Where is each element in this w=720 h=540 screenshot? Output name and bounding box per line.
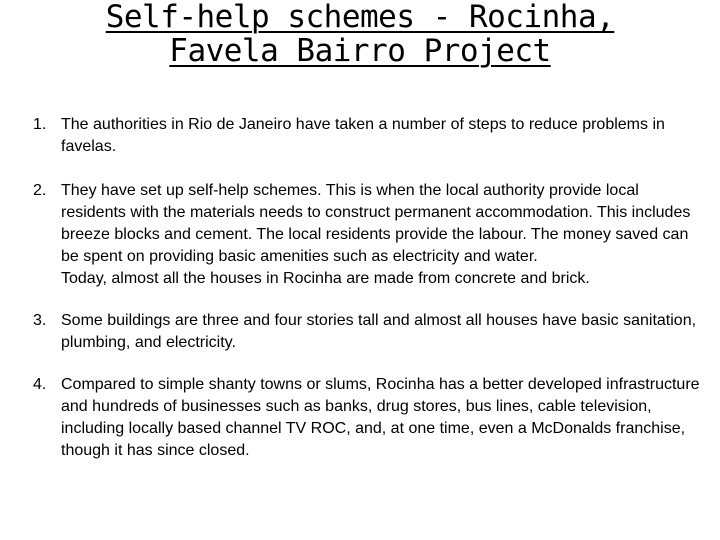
list-item-text: They have set up self-help schemes. This is when the local authority provide local residents with the materials needs to construct permanent accommodation. This includes breeze blocks and cement. The local residents provide the labour. The money saved can be spent on providing basic amenities such as electricity and water.	[61, 182, 691, 265]
title-line-2: Favela Bairro Project	[169, 33, 551, 69]
list-item-text: The authorities in Rio de Janeiro have taken a number of steps to reduce problems in favelas.	[61, 116, 665, 155]
list-item-number: 2.	[33, 182, 47, 199]
list-item	[0, 310, 720, 354]
slide-title	[20, 0, 700, 68]
list-item	[0, 374, 720, 462]
numbered-list	[0, 114, 720, 484]
list-item-number: 4.	[33, 376, 47, 393]
list-item-text: Some buildings are three and four stories tall and almost all houses have basic sanitation, plumbing, and electricity.	[61, 312, 697, 351]
list-item-number: 1.	[33, 116, 47, 133]
list-item-extra-text: Today, almost all the houses in Rocinha are made from concrete and brick.	[61, 270, 590, 287]
title-line-1: Self-help schemes - Rocinha,	[105, 0, 615, 35]
list-item	[0, 180, 720, 290]
list-item-text: Compared to simple shanty towns or slums, Rocinha has a better developed infrastructure and hundreds of businesses such as banks, drug stores, bus lines, cable television, including locally based channel TV ROC, and, at one time, even a McDonalds franchise, though it has since closed.	[61, 376, 700, 459]
list-item	[0, 114, 720, 158]
list-item-number: 3.	[33, 312, 47, 329]
